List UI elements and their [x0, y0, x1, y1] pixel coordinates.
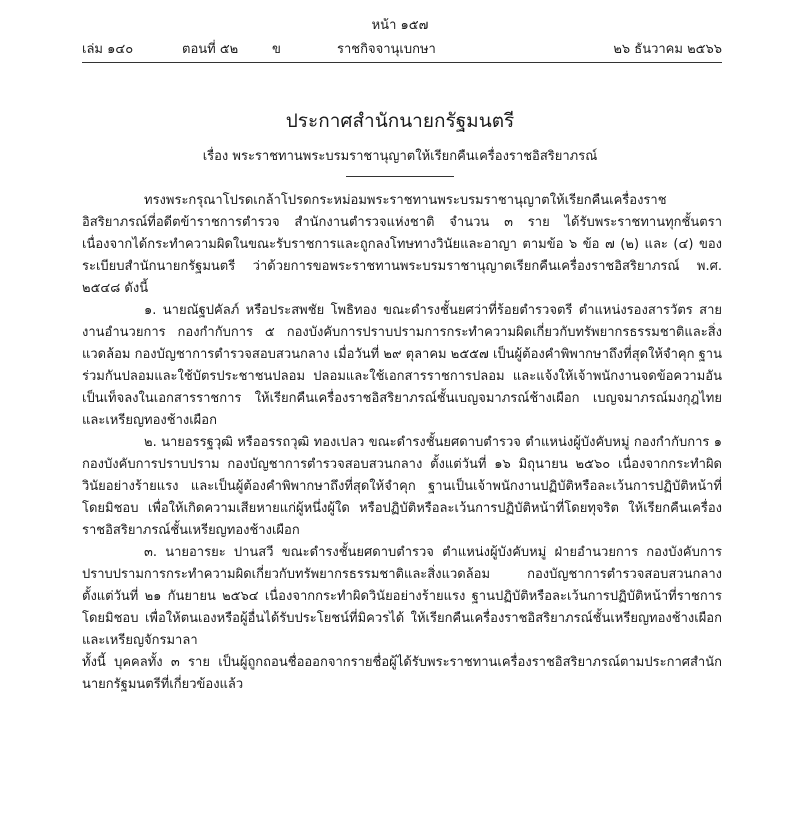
announcement-body: [82, 190, 722, 696]
page-number: หน้า ๑๕๗: [371, 18, 429, 33]
publication-date: ๒๖ ธันวาคม ๒๕๖๖: [613, 42, 722, 57]
item-paragraph-1: ๑. นายณัฐปคัลภ์ หรือประสพชัย โพธิทอง ขณะดำรงชั้นยศว่าที่ร้อยตำรวจตรี ตำแหน่งรองสารวัตร สายงานอำนวยการ กองกำกับการ ๕ กองบังคับการปราบปรามการกระทำความผิดเกี่ยวกับทรัพยากรธรรมชาติและสิ่งแวดล้อม กองบัญชาการตำรวจสอบสวนกลาง เมื่อวันที่ ๒๙ ตุลาคม ๒๕๕๗ เป็นผู้ต้องคำพิพากษาถึงที่สุดให้จำคุก ฐานร่วมกันปลอมและใช้บัตรประชาชนปลอม ปลอมและใช้เอกสารราชการปลอม และแจ้งให้เจ้าพนักงานจดข้อความอันเป็นเท็จลงในเอกสารราชการ ให้เรียกคืนเครื่องราชอิสริยาภรณ์ชั้นเบญจมาภรณ์ช้างเผือก เบญจมาภรณ์มงกุฎไทย และเหรียญทองช้างเผือก: [82, 303, 722, 428]
item-paragraph-3: ๓. นายอารยะ ปานสวี ขณะดำรงชั้นยศดาบตำรวจ ตำแหน่งผู้บังคับหมู่ ฝ่ายอำนวยการ กองบังคับการปราบปรามการกระทำความผิดเกี่ยวกับทรัพยากรธรรมชาติและสิ่งแวดล้อม กองบัญชาการตำรวจสอบสวนกลาง ตั้งแต่วันที่ ๒๑ กันยายน ๒๕๖๔ เนื่องจากกระทำผิดวินัยอย่างร้ายแรง ฐานปฏิบัติหรือละเว้นการปฏิบัติหน้าที่ราชการโดยมิชอบ เพื่อให้ตนเองหรือผู้อื่นได้รับประโยชน์ที่มิควรได้ ให้เรียกคืนเครื่องราชอิสริยาภรณ์ชั้นเหรียญทองช้างเผือก และเหรียญจักรมาลา: [82, 545, 722, 648]
subject-divider: [346, 176, 454, 177]
section-letter: ข: [272, 42, 281, 57]
gazette-name: ราชกิจจานุเบกษา: [337, 42, 436, 57]
item-paragraph-2: ๒. นายอรรฐวุฒิ หรืออรรถวุฒิ ทองเปลว ขณะดำรงชั้นยศดาบตำรวจ ตำแหน่งผู้บังคับหมู่ กองกำกับการ ๑ กองบังคับการปราบปราม กองบัญชาการตำรวจสอบสวนกลาง ตั้งแต่วันที่ ๑๖ มิถุนายน ๒๕๖๐ เนื่องจากกระทำผิดวินัยอย่างร้ายแรง และเป็นผู้ต้องคำพิพากษาถึงที่สุดให้จำคุก ฐานเป็นเจ้าพนักงานปฏิบัติหรือละเว้นการปฏิบัติหน้าที่โดยมิชอบ เพื่อให้เกิดความเสียหายแก่ผู้หนึ่งผู้ใด หรือปฏิบัติหรือละเว้นการปฏิบัติหน้าที่โดยทุจริต ให้เรียกคืนเครื่องราชอิสริยาภรณ์ชั้นเหรียญทองช้างเผือก: [82, 435, 722, 538]
intro-paragraph: ทรงพระกรุณาโปรดเกล้าโปรดกระหม่อมพระราชทานพระบรมราชานุญาตให้เรียกคืนเครื่องราชอิสริยาภรณ์ที่อดีตข้าราชการตำรวจ สำนักงานตำรวจแห่งชาติ จำนวน ๓ ราย ได้รับพระราชทานทุกชั้นตรา เนื่องจากได้กระทำความผิดในขณะรับราชการและถูกลงโทษทางวินัยและอาญา ตามข้อ ๖ ข้อ ๗ (๒) และ (๔) ของระเบียบสำนักนายกรัฐมนตรี ว่าด้วยการขอพระราชทานพระบรมราชานุญาตเรียกคืนเครื่องราชอิสริยาภรณ์ พ.ศ. ๒๕๔๘ ดังนี้: [82, 193, 722, 296]
volume-number: เล่ม ๑๔๐: [82, 42, 134, 57]
issue-number: ตอนที่ ๕๒: [182, 42, 239, 57]
gazette-header: [82, 38, 722, 58]
header-divider: [82, 62, 722, 63]
announcement-title: ประกาศสำนักนายกรัฐมนตรี: [285, 110, 515, 132]
announcement-subject: เรื่อง พระราชทานพระบรมราชานุญาตให้เรียกคืนเครื่องราชอิสริยาภรณ์: [202, 149, 598, 164]
closing-paragraph: ทั้งนี้ บุคคลทั้ง ๓ ราย เป็นผู้ถูกถอนชื่อออกจากรายชื่อผู้ได้รับพระราชทานเครื่องราชอิสริยาภรณ์ตามประกาศสำนักนายกรัฐมนตรีที่เกี่ยวข้องแล้ว: [82, 655, 722, 692]
